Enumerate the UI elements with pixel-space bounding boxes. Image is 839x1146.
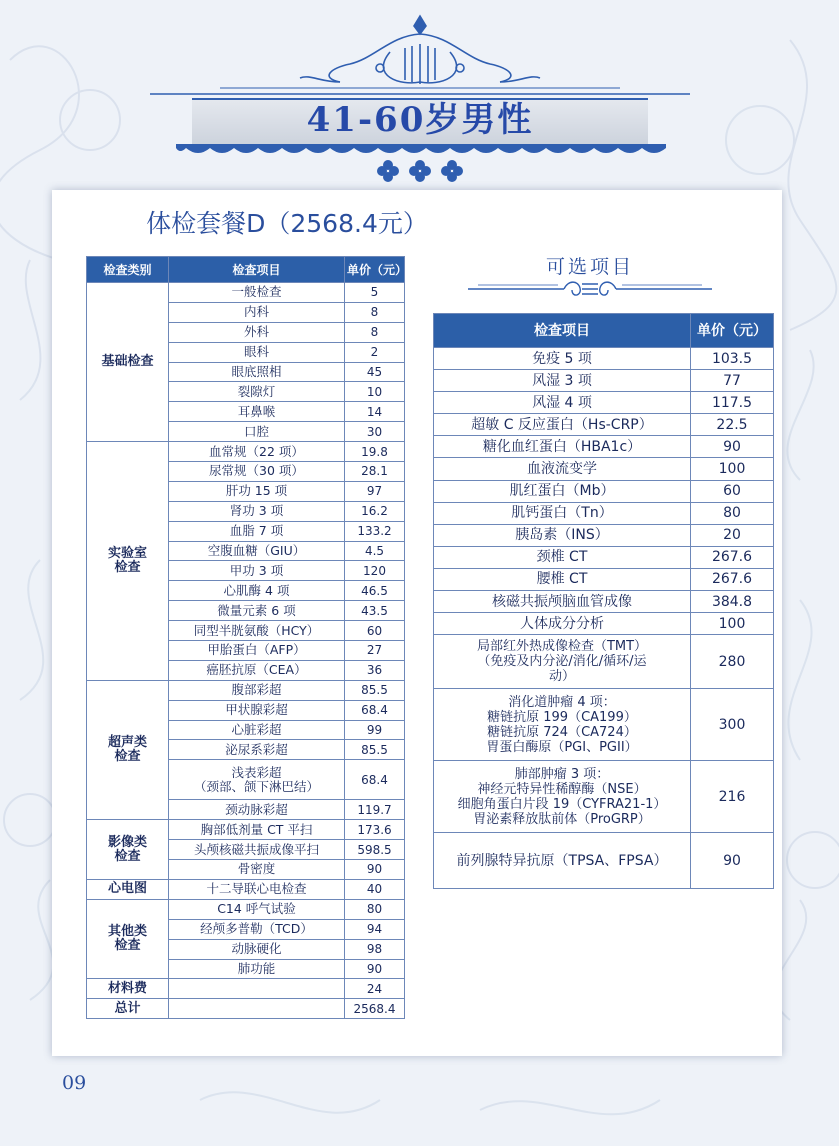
- category-cell: [87, 899, 169, 979]
- price-cell: 8: [345, 322, 405, 342]
- item-cell: 血脂 7 项: [169, 521, 345, 541]
- optional-item-line: 胃泌素释放肽前体（ProGRP）: [473, 811, 651, 827]
- price-cell: 45: [345, 362, 405, 382]
- item-cell: 耳鼻喉: [169, 402, 345, 422]
- item-cell: 血常规（22 项）: [169, 442, 345, 462]
- item-cell: 眼底照相: [169, 362, 345, 382]
- item-cell: 腹部彩超: [169, 680, 345, 700]
- optional-row: [434, 833, 774, 889]
- optional-item-cell: 超敏 C 反应蛋白（Hs-CRP）: [434, 414, 691, 436]
- item-cell: 胸部低剂量 CT 平扫: [169, 820, 345, 840]
- item-cell: 眼科: [169, 342, 345, 362]
- price-cell: 16.2: [345, 501, 405, 521]
- optional-row: [434, 613, 774, 635]
- price-cell: 46.5: [345, 581, 405, 601]
- optional-item-cell: 免疫 5 项: [434, 348, 691, 370]
- category-label-line: 检查: [114, 938, 141, 954]
- category-label-line: 检查: [114, 749, 141, 765]
- optional-column-header-item: 检查项目: [434, 314, 691, 348]
- column-header-price: 单价（元）: [345, 257, 405, 283]
- optional-price-cell: 60: [691, 480, 774, 502]
- item-cell: 心肌酶 4 项: [169, 581, 345, 601]
- item-cell: 微量元素 6 项: [169, 601, 345, 621]
- category-label-line: 其他类: [107, 924, 147, 940]
- optional-row: [434, 502, 774, 524]
- item-cell: [169, 760, 345, 800]
- optional-row: [434, 458, 774, 480]
- item-cell: 同型半胱氨酸（HCY）: [169, 621, 345, 641]
- optional-item-line: 肺部肿瘤 3 项：: [514, 766, 610, 782]
- table-row: [87, 899, 405, 919]
- category-cell: [87, 680, 169, 819]
- optional-price-cell: 90: [691, 436, 774, 458]
- optional-row: [434, 436, 774, 458]
- optional-price-cell: 384.8: [691, 591, 774, 613]
- item-cell: 甲胎蛋白（AFP）: [169, 641, 345, 661]
- optional-item-line: （免疫及内分泌/消化/循环/运: [477, 654, 647, 670]
- optional-item-line: 动）: [548, 669, 575, 685]
- price-cell: 120: [345, 561, 405, 581]
- optional-row: [434, 480, 774, 502]
- column-header-category: 检查类别: [87, 257, 169, 283]
- header-ornament: [150, 12, 690, 102]
- optional-item-cell: 肌钙蛋白（Tn）: [434, 502, 691, 524]
- item-cell: 甲状腺彩超: [169, 700, 345, 720]
- price-cell: 99: [345, 720, 405, 740]
- item-cell: 一般检查: [169, 283, 345, 303]
- optional-price-cell: 300: [691, 689, 774, 761]
- optional-price-cell: 77: [691, 370, 774, 392]
- price-cell: 24: [345, 979, 405, 999]
- optional-item-line: 局部红外热成像检查（TMT）: [476, 639, 648, 655]
- optional-heading: 可选项目: [545, 256, 634, 278]
- price-cell: 36: [345, 660, 405, 680]
- package-title: 体检套餐D（2568.4元）: [146, 209, 428, 238]
- price-cell: 85.5: [345, 680, 405, 700]
- table-row: [87, 820, 405, 840]
- price-cell: 90: [345, 860, 405, 880]
- category-label-line: 检查: [114, 848, 141, 864]
- optional-price-cell: 80: [691, 502, 774, 524]
- price-cell: 90: [345, 959, 405, 979]
- category-cell: 总计: [87, 999, 169, 1019]
- price-cell: 85.5: [345, 740, 405, 760]
- item-cell: 十二导联心电检查: [169, 879, 345, 899]
- item-label-line: 浅表彩超: [231, 764, 282, 780]
- optional-row: [434, 546, 774, 568]
- price-cell: 68.4: [345, 760, 405, 800]
- item-cell: 心脏彩超: [169, 720, 345, 740]
- optional-item-cell: [434, 635, 691, 689]
- table-row: [87, 879, 405, 899]
- optional-item-line: 细胞角蛋白片段 19（CYFRA21-1）: [457, 796, 667, 812]
- table-row: [87, 979, 405, 999]
- price-cell: 98: [345, 939, 405, 959]
- price-cell: 2: [345, 342, 405, 362]
- price-cell: 14: [345, 402, 405, 422]
- table-row: [87, 680, 405, 700]
- item-cell: C14 呼气试验: [169, 899, 345, 919]
- optional-price-cell: 100: [691, 613, 774, 635]
- optional-item-cell: 人体成分分析: [434, 613, 691, 635]
- column-header-item: 检查项目: [169, 257, 345, 283]
- optional-row: [434, 761, 774, 833]
- optional-price-cell: 117.5: [691, 392, 774, 414]
- page-title: 41-60岁男性: [306, 100, 534, 140]
- price-cell: 133.2: [345, 521, 405, 541]
- price-cell: 4.5: [345, 541, 405, 561]
- item-cell: 空腹血糖（GIU）: [169, 541, 345, 561]
- item-cell: 肾功 3 项: [169, 501, 345, 521]
- optional-item-cell: 血液流变学: [434, 458, 691, 480]
- item-cell: 骨密度: [169, 860, 345, 880]
- table-row: [87, 442, 405, 462]
- optional-header-row: [434, 314, 774, 348]
- optional-item-line: 胃蛋白酶原（PGI、PGII）: [486, 739, 638, 755]
- table-row: [87, 999, 405, 1019]
- item-cell: 癌胚抗原（CEA）: [169, 660, 345, 680]
- optional-price-cell: 100: [691, 458, 774, 480]
- item-cell: 内科: [169, 302, 345, 322]
- price-cell: 30: [345, 422, 405, 442]
- price-cell: 27: [345, 641, 405, 661]
- table-header-row: [87, 257, 405, 283]
- price-cell: 97: [345, 481, 405, 501]
- page-number: 09: [62, 1072, 87, 1094]
- category-label-line: 超声类: [107, 735, 147, 751]
- optional-item-line: 神经元特异性稀醇酶（NSE）: [477, 781, 647, 797]
- price-cell: 5: [345, 283, 405, 303]
- optional-row: [434, 392, 774, 414]
- optional-price-cell: 280: [691, 635, 774, 689]
- item-cell: 甲功 3 项: [169, 561, 345, 581]
- optional-item-cell: [434, 761, 691, 833]
- price-cell: 19.8: [345, 442, 405, 462]
- item-cell: 泌尿系彩超: [169, 740, 345, 760]
- category-cell: 心电图: [87, 879, 169, 899]
- optional-item-line: 消化道肿瘤 4 项：: [508, 694, 616, 710]
- optional-row: [434, 568, 774, 590]
- price-cell: 8: [345, 302, 405, 322]
- price-cell: 43.5: [345, 601, 405, 621]
- price-cell: 10: [345, 382, 405, 402]
- item-cell: 肺功能: [169, 959, 345, 979]
- item-cell: [169, 979, 345, 999]
- optional-item-cell: 胰岛素（INS）: [434, 524, 691, 546]
- optional-price-cell: 22.5: [691, 414, 774, 436]
- optional-price-cell: 103.5: [691, 348, 774, 370]
- optional-item-line: 糖链抗原 724（CA724）: [487, 724, 637, 740]
- optional-price-cell: 20: [691, 524, 774, 546]
- category-cell: 基础检查: [87, 283, 169, 442]
- item-cell: 外科: [169, 322, 345, 342]
- table-row: [87, 283, 405, 303]
- optional-row: [434, 635, 774, 689]
- optional-row: [434, 348, 774, 370]
- optional-price-cell: 216: [691, 761, 774, 833]
- item-cell: 经颅多普勒（TCD）: [169, 919, 345, 939]
- optional-row: [434, 524, 774, 546]
- optional-item-cell: [434, 689, 691, 761]
- optional-item-cell: 风湿 3 项: [434, 370, 691, 392]
- price-cell: 40: [345, 879, 405, 899]
- optional-price-cell: 267.6: [691, 568, 774, 590]
- item-cell: 头颅核磁共振成像平扫: [169, 840, 345, 860]
- category-cell: 材料费: [87, 979, 169, 999]
- price-cell: 28.1: [345, 462, 405, 482]
- optional-ornament: [468, 276, 712, 302]
- optional-item-cell: 糖化血红蛋白（HBA1c）: [434, 436, 691, 458]
- category-label-line: 实验室: [107, 545, 147, 561]
- price-cell: 598.5: [345, 840, 405, 860]
- item-cell: 颈动脉彩超: [169, 800, 345, 820]
- optional-item-cell: 风湿 4 项: [434, 392, 691, 414]
- price-cell: 80: [345, 899, 405, 919]
- optional-row: [434, 414, 774, 436]
- price-cell: 2568.4: [345, 999, 405, 1019]
- category-cell: [87, 820, 169, 880]
- optional-item-cell: 腰椎 CT: [434, 568, 691, 590]
- package-table-body: [87, 283, 405, 1019]
- optional-price-cell: 267.6: [691, 546, 774, 568]
- optional-price-cell: 90: [691, 833, 774, 889]
- optional-column-header-price: 单价（元）: [691, 314, 774, 348]
- optional-item-cell: 前列腺特异抗原（TPSA、FPSA）: [434, 833, 691, 889]
- optional-row: [434, 370, 774, 392]
- category-label-line: 检查: [114, 559, 141, 575]
- price-cell: 173.6: [345, 820, 405, 840]
- price-cell: 94: [345, 919, 405, 939]
- package-table: [86, 256, 408, 1019]
- price-cell: 119.7: [345, 800, 405, 820]
- optional-table: [433, 313, 774, 889]
- item-cell: [169, 999, 345, 1019]
- optional-table-body: [434, 348, 774, 889]
- optional-row: [434, 591, 774, 613]
- category-cell: [87, 442, 169, 681]
- clover-ornament: [372, 156, 468, 186]
- item-cell: 肝功 15 项: [169, 481, 345, 501]
- item-cell: 裂隙灯: [169, 382, 345, 402]
- item-cell: 尿常规（30 项）: [169, 462, 345, 482]
- price-cell: 60: [345, 621, 405, 641]
- optional-item-cell: 肌红蛋白（Mb）: [434, 480, 691, 502]
- price-cell: 68.4: [345, 700, 405, 720]
- item-cell: 动脉硬化: [169, 939, 345, 959]
- optional-item-cell: 核磁共振颅脑血管成像: [434, 591, 691, 613]
- optional-row: [434, 689, 774, 761]
- optional-item-cell: 颈椎 CT: [434, 546, 691, 568]
- item-label-line: （颈部、颌下淋巴结）: [193, 778, 319, 794]
- optional-item-line: 糖链抗原 199（CA199）: [487, 709, 637, 725]
- category-label-line: 影像类: [107, 834, 147, 850]
- item-cell: 口腔: [169, 422, 345, 442]
